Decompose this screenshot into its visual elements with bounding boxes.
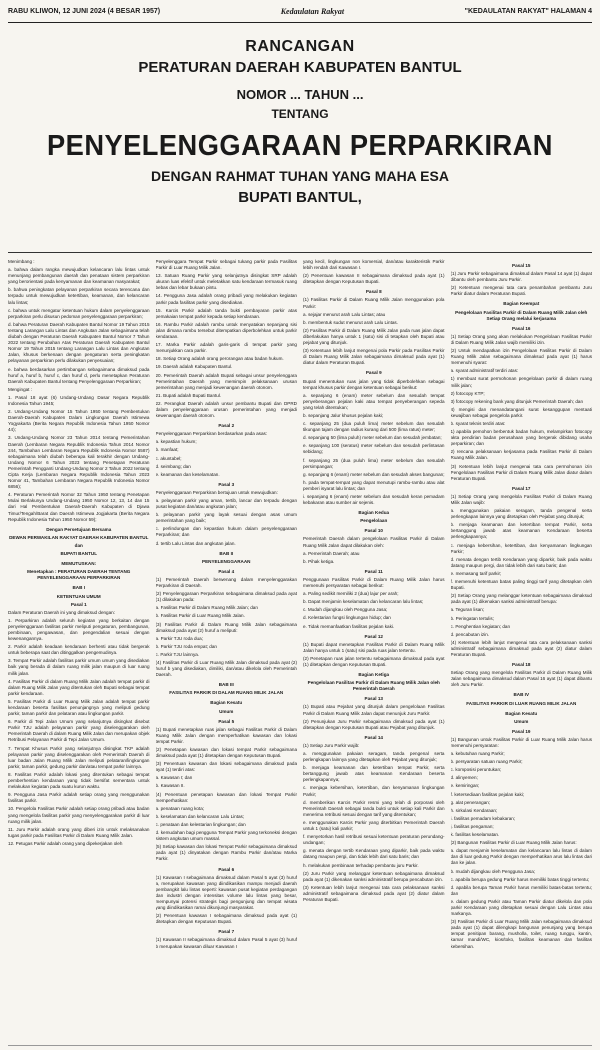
pasal7-list xyxy=(156,937,298,949)
list-item: b. membentuk sudut menurut arah Lalu Lintas. xyxy=(303,319,398,325)
list-item: 1. Pasal 18 ayat (6) Undang-Undang Dasar Negara Republik Indonesia Tahun 1945; xyxy=(8,394,150,406)
list-item: (3) Fasilitas Parkir di Dalam Ruang Milik Jalan sebagaimana dimaksud pada ayat (2) huruf a meliputi: xyxy=(155,621,297,633)
list-item: a. kepastian hukum; xyxy=(155,439,197,445)
pasal2-intro: Penyelenggaraan Perparkiran berdasarkan pada asas: xyxy=(155,431,268,437)
pasal13-heading: Pasal 13 xyxy=(364,696,383,702)
list-item: (1) Setiap Juru Parkir wajib: xyxy=(303,742,360,748)
definitions-list xyxy=(8,618,150,847)
list-item: h. pada tempat-tempat yang dapat menutupi rambu-rambu atau alat pemberi isyarat lalu lintas; dan xyxy=(303,479,445,491)
list-item: 5. Fasilitas Parkir di Luar Ruang Milik Jalan adalah tempat parkir kendaraan beserta fasilitas penunjangnya yang meliputi gedung parkir, taman parkir dan pelataran atau lingkungan parkir. xyxy=(8,698,150,717)
list-item: b. bahwa peningkatan pelayanan perparkiran secara terencana dan terpadu untuk mewujudkan ketertiban, keamanan, dan kelancaran lalu lintas; xyxy=(8,287,150,305)
list-item: (2) Juru Parkir yang melanggar ketentuan sebagaimana dimaksud pada ayat (1) dikenakan sanksi administratif berupa pencabutan izin. xyxy=(303,870,445,882)
list-item: d. alinyemen; xyxy=(450,775,478,781)
bagian5-title: Umum xyxy=(514,718,529,724)
list-item: 8. Fasilitas Parkir adalah lokasi yang ditentukan sebagai tempat pemberhentian kendaraan yang tidak bersifat sementara untuk melakukan kegiatan pada suatu kurun waktu. xyxy=(8,771,150,790)
list-item: b. Peringatan tertulis; xyxy=(450,615,494,621)
list-item: b. keselamatan dan kelancaran Lalu Lintas; xyxy=(155,813,245,819)
menetapkan-text: Menetapkan : PERATURAN DAERAH TENTANG PENYELENGGARAAN PERPARKIRAN xyxy=(27,569,131,581)
bagian1-heading: Bagian Kesatu xyxy=(210,700,243,706)
list-item: (1) Pemerintah Daerah berwenang dalam menyelenggarakan Perparkiran di Daerah. xyxy=(155,576,297,589)
list-item: e. menggunakan Karcis Parkir yang diterbitkan Pemerintah Daerah untuk 1 (satu) kali parkir; xyxy=(303,819,445,832)
list-item: a. Fasilitas Parkir di Dalam Ruang Milik Jalan; dan xyxy=(155,605,258,611)
list-item: 13. Satuan Ruang Parkir yang selanjutnya disingkat SRP adalah ukuran luas efektif untuk meletakkan satu kendaraan termasuk ruang bebas dan lebar bukaan pintu. xyxy=(155,273,297,291)
pasal13-list xyxy=(303,704,445,730)
list-item: (1) Bupati dapat menetapkan Fasilitas Parkir di Dalam Ruang Milik Jalan hanya untuk 1 (satu) sisi pada ruas jalan tertentu. xyxy=(303,641,445,653)
list-item: b. Pihak ketiga. xyxy=(303,558,335,564)
list-item: (2) Penentuan kawasan II sebagaimana dimaksud pada ayat (1) ditetapkan dengan Keputusan Bupati. xyxy=(303,273,445,285)
list-item: b. persyaratan satuan ruang Parkir; xyxy=(450,759,523,765)
list-item: (5) Setiap kawasan dan lokasi Tempat Parkir sebagaimana dimaksud pada ayat (1) dinyatakan dengan Rambu Parkir dan/atau Marka Parkir. xyxy=(155,844,297,862)
list-item: (4) Fasilitas Parkir di Luar Ruang Milik Jalan dimaksud pada ayat (2) huruf b yang disediakan, dimiliki, dan/atau dikelola oleh Pemerintah Daerah. xyxy=(155,659,297,678)
list-item: f. memenuhi ketentuan batas paling tinggi tarif yang ditetapkan oleh Bupati. xyxy=(450,579,592,591)
list-item: (2) Ketentuan mengenai tata cara penambahan pembantu Juru Parkir diatur dalam Peraturan Bupati. xyxy=(450,285,592,297)
mengingat-list xyxy=(8,395,150,523)
list-item: a. Pemerintah Daerah; atau xyxy=(303,550,360,556)
list-item: 15. Karcis Parkir adalah tanda bukti pembayaran parkir atas pemakaian tempat parkir kepada setiap kendaraan. xyxy=(155,307,297,319)
title-rahmat: DENGAN RAHMAT TUHAN YANG MAHA ESA xyxy=(151,168,449,184)
list-item: e. sepanjang 100 (seratus) meter sebelum dan sesudah perlintasan sebidang; xyxy=(303,443,445,455)
list-item: 12. Petugas Parkir adalah orang yang dipekerjakan oleh xyxy=(8,840,123,846)
issue-date: RABU KLIWON, 12 JUNI 2024 (4 BESAR 1957) xyxy=(8,7,161,15)
list-item: d. menata dengan tertib Kendaraan yang diparkir, baik pada waktu datang maupun pergi, dan tidak lebih dari satu baris; dan xyxy=(450,556,592,568)
pasal5-list xyxy=(156,727,298,863)
pasal14-list xyxy=(303,743,445,903)
bab4-title: FASILITAS PARKIR DI LUAR RUANG MILIK JALAN xyxy=(466,700,577,706)
list-item: (1) Setiap Orang yang mengelola Fasilitas Parkir di Dalam Ruang Milik Jalan wajib: xyxy=(450,493,592,505)
list-item: b. Fasilitas Parkir di Luar Ruang Milik Jalan. xyxy=(155,613,245,619)
list-item: b. pelayanan parkir yang layak sesuai dengan asas umum pemerintahan yang baik; xyxy=(155,512,297,524)
list-item: (2) Setiap Orang yang melanggar ketentuan sebagaimana dimaksud pada ayat (1) dikenakan sanksi administratif berupa: xyxy=(450,593,592,605)
pasal18-heading: Pasal 18 xyxy=(512,662,531,668)
pasal9-intro: Bupati menentukan ruas jalan yang tidak diperbolehkan sebagai tempat khusus parkir dengan ketentuan sebagai berikut: xyxy=(303,378,445,390)
list-item: (3) Penentuan kawasan dan lokasi sebagaimana dimaksud pada ayat (1) terdiri atas: xyxy=(155,761,297,773)
list-item: b. Parkir TJU roda empat; dan xyxy=(155,643,217,649)
pasal6-heading: Pasal 6 xyxy=(218,866,235,872)
list-item: b. menjaga keamanan dan ketertiban tempat Parkir, serta bertanggung jawab atas keamanan Kendaraan beserta perlengkapannya; xyxy=(450,522,592,540)
pasal14-heading: Pasal 14 xyxy=(364,734,383,740)
list-item: 2) fotocopy KTP; xyxy=(450,390,485,396)
list-item: e. bahwa berdasarkan pertimbangan sebagaimana dimaksud pada huruf a, huruf b, huruf c, dan huruf d, perlu menetapkan Peraturan Daerah Kabupaten Bantul tentang Penyelenggaraan Perparkiran; xyxy=(8,366,150,384)
list-item: a. Paling sedikit memiliki 2 (dua) lajur per arah; xyxy=(303,591,399,597)
regulation-title-block xyxy=(8,23,592,253)
pasal11-heading: Pasal 11 xyxy=(364,568,383,574)
list-item: 17. Marka Parkir adalah garis-garis di tempat parkir yang menunjukkan cara parkir. xyxy=(155,342,297,354)
list-item: k. fasilitas keselamatan. xyxy=(450,832,500,838)
pasal8-heading: Pasal 8 xyxy=(365,289,382,295)
list-item: b. Dapat menjamin keselamatan dan kelancaran lalu lintas; xyxy=(303,599,424,605)
title-nomor: NOMOR ... TAHUN ... xyxy=(236,87,364,102)
list-item: 1. Perparkiran adalah seluruh kegiatan yang berkaitan dengan penyelenggaraan fasilitas parkir meliputi pengaturan, pembangunan, pembinaan, pengawasan, dan pengendalian sesuai dengan kewenangannya. xyxy=(8,617,150,642)
list-item: 16. Rambu Parkir adalah rambu untuk menyatakan sepanjang sisi jalan dimana rambu tersebut ditempatkan diperbolehkan untuk parkir kendaraan. xyxy=(155,321,297,340)
title-perda: PERATURAN DAERAH KABUPATEN BANTUL xyxy=(138,59,462,76)
list-item: yang kecil, lingkungan non komersial, dan/atau karakteristik Parkir lebih rendah dari Kawasan I. xyxy=(303,259,445,271)
list-item: c. apabila berupa gedung Parkir harus memiliki batas tinggi tertentu; xyxy=(450,876,590,882)
list-item: c. Penghentian kegiatan; dan xyxy=(450,623,511,629)
list-item: c. penataan dan kelestarian lingkungan; dan xyxy=(155,821,246,827)
pasal17-heading: Pasal 17 xyxy=(512,485,531,491)
list-item: 18. Setiap Orang adalah orang perorangan atau badan hukum. xyxy=(155,356,284,362)
pasal12-list xyxy=(303,642,445,668)
list-item: 9. Pengguna Jasa Parkir adalah setiap orang yang menggunakan fasilitas parkir. xyxy=(8,792,150,804)
list-item: 3. Tempat Parkir adalah fasilitas parkir umum umum yang disediakan baik yang berada di dalam ruang milik jalan maupun di luar ruang milik jalan. xyxy=(8,658,150,676)
list-item: b. menjaga keamanan dan ketertiban tempat Parkir, serta bertanggung jawab atas keamanan Kendaraan beserta perlengkapannya; xyxy=(303,765,445,783)
bagian2-heading: Bagian Kedua xyxy=(358,510,390,516)
pasal1-heading: Pasal 1 xyxy=(70,601,87,607)
list-item: h. melakukan pembinaan terhadap pembantu juru Parkir. xyxy=(303,862,419,868)
pasal11-list xyxy=(303,577,445,630)
list-item: (1) Kawasan I sebagaimana dimaksud dalam Pasal 5 ayat (3) huruf a, merupakan kawasan yang diindikasikan mampu menjadi daerah pembangkit lalu lintas seperti: kawasan pusat kegiatan perdagangan dan industri dengan intensitas volume lalu lintas yang besar, mempunyai potensi strategis bagi pengunjung dan tempat wisata yang diindikasikan ramai dikunjungi masyarakat. xyxy=(155,874,297,911)
pasal7-heading: Pasal 7 xyxy=(218,929,235,935)
pasal16-list xyxy=(451,334,593,482)
list-item: 11. Juru Parkir adalah orang yang diberi izin untuk melaksanakan tugas parkir pada Fasilitas Parkir di Dalam Ruang Milik Jalan. xyxy=(8,826,150,838)
list-item: (3) Fasilitas Parkir di Luar Ruang Milik Jalan sebagaimana dimaksud pada ayat (1) dapat dilengkapi bangunan penunjang yang berupa tempat penitipan barang, musholla, toilet, ruang tunggu, kantin, kamar mandi/WC, kios/toko, fasilitas keamanan dan fasilitas kebersihan. xyxy=(450,919,592,949)
list-item: c. akuntabel; xyxy=(155,455,182,461)
list-item: (3) Ketentuan lebih lanjut mengenai tata cara permohonan izin Pengelolaan Fasilitas Parkir di Dalam Ruang Milik Jalan diatur dalam Peraturan Bupati. xyxy=(450,463,592,481)
pasal4-list xyxy=(156,577,298,678)
list-item: 22. Perangkat Daerah adalah unsur pembantu Bupati dan DPRD dalam penyelenggaraan urusan pemerintahan yang menjadi kewenangan daerah otonom. xyxy=(155,400,297,419)
list-item: d. seimbang; dan xyxy=(155,463,191,469)
list-item: a. kebutuhan ruang Parkir; xyxy=(450,751,505,757)
dan-text: dan xyxy=(74,542,83,548)
pasal16-heading: Pasal 16 xyxy=(512,325,531,331)
bagian3-title: Pengelolaan Fasilitas Parkir di Dalam Ruang Milik Jalan oleh Pemerintah Daerah xyxy=(307,680,440,692)
pasal19-list xyxy=(451,737,593,950)
masthead xyxy=(8,0,592,23)
list-item: (1) Bangunan untuk Fasilitas Parkir di Luar Ruang Milik Jalan harus memenuhi persyaratan: xyxy=(450,736,592,748)
list-item: b. syarat teknis terdiri atas: xyxy=(450,420,506,426)
pasal9-list xyxy=(303,393,445,507)
title-tentang: TENTANG xyxy=(271,107,329,121)
list-item: 6. Parkir di Tepi Jalan Umum yang selanjutnya disingkat disebut Parkir TJU adalah pelayanan parkir yang diselenggarakan oleh Pemerintah Daerah di dalam Ruang Milik Jalan dan merupakan objek Retribusi Pelayanan Parkir di Tepi Jalan Umum. xyxy=(8,719,150,743)
list-item: (2) Penyelenggaraan Perparkiran sebagaimana dimaksud pada ayat (1) dilakukan pada: xyxy=(155,591,297,603)
list-item: a. Teguran lisan; xyxy=(450,607,485,613)
list-item: (2) Penetapan kawasan dan lokasi tempat Parkir sebagaimana dimaksud pada ayat (1) ditetapkan dengan Keputusan Bupati. xyxy=(155,747,297,759)
list-item: d. pencabutan izin. xyxy=(450,631,490,637)
list-item: 7. Tempat Khusus Parkir yang selanjutnya disingkat TKP adalah pelayanan parkir yang diselenggarakan oleh Pemerintah Daerah di luar badan Jalan Ruang Milik Jalan meliputi pelataran/lingkungan parkir, taman parkir, gedung parkir dan/atau tempat parkir lainnya. xyxy=(8,745,150,769)
list-item: h. sirkulasi Kendaraan; xyxy=(450,807,498,813)
title-rancangan: RANCANGAN xyxy=(245,38,355,55)
list-item: i. fasilitas pemadam kebakaran; xyxy=(450,815,516,821)
list-item: 2. Undang-Undang Nomor 15 Tahun 1950 tentang Pembentukan Daerah-Daerah Kabupaten Dalam Lingkungan Daerah Istimewa Yogyakarta (Berita Negara Republik Indonesia Tahun 1950 Nomor 44); xyxy=(8,409,150,433)
pasal2-heading: Pasal 2 xyxy=(218,423,235,429)
bagian3-heading: Bagian Ketiga xyxy=(358,672,390,678)
title-bupati: BUPATI BANTUL, xyxy=(238,189,362,206)
pasal8-list xyxy=(303,297,445,366)
list-item: a. sepanjang 6 (enam) meter sebelum dan sesudah tempat penyeberangan pejalan kaki atau tempat penyeberangan sepeda yang telah ditentukan; xyxy=(303,392,445,410)
list-item: a. sejajar menurut arah Lalu Lintas; atau xyxy=(303,311,386,317)
list-item: (2) Bangunan Fasilitas Parkir di Luar Ruang Milik Jalan harus: xyxy=(450,840,577,846)
list-item: c. bahwa untuk mengatur ketentuan hukum dalam penyelenggaraan perparkiran perlu disusun pedoman penyelenggaraan perparkiran; xyxy=(8,307,150,319)
list-item: d. apabila berupa Taman Parkir harus memiliki batas-batas tertentu; dan xyxy=(450,884,592,896)
list-item: (3) Ketentuan lebih lanjut mengenai pola Parkir pada Fasilitas Parkir di Dalam Ruang Milik Jalan sebagaimana dimaksud pada ayat (1) diatur dalam Peraturan Bupati. xyxy=(303,348,445,366)
list-item: a. bahwa dalam rangka mewujudkan kelancaran lalu lintas untuk menunjang pembangunan daerah dan penataan sistem perparkiran yang berorientasi pada kenyamanan dan keamanan masyarakat; xyxy=(8,267,150,285)
bab3-title: FASILITAS PARKIR DI DALAM RUANG MILIK JALAN xyxy=(169,690,284,696)
list-item: e. kemiringan; xyxy=(450,783,480,789)
pasal2-list xyxy=(156,439,298,477)
pasal18-text: Setiap Orang yang mengelola Fasilitas Parkir di Dalam Ruang Milik Jalan sebagaimana dimaksud dalam Pasal 16 ayat (1) dapat dibantu oleh Juru Parkir. xyxy=(450,670,592,688)
list-item: a. penataan ruang kota; xyxy=(155,805,205,811)
list-item: (4) Penentuan penetapan kawasan dan lokasi Tempat Parkir memperhatikan: xyxy=(155,791,297,803)
list-item: 1) apabila pemohon berbentuk badan hukum, melampirkan fotocopy akta pendirian badan perusahaan yang bergerak dibidang usaha perparkiran; dan xyxy=(450,429,592,447)
pasal19-heading: Pasal 19 xyxy=(512,728,531,734)
bab3-heading: BAB III xyxy=(218,682,234,688)
newspaper-brand: Kedaulatan Rakyat xyxy=(280,6,345,16)
footer-rule xyxy=(8,1045,592,1046)
column3-top xyxy=(303,259,445,285)
pasal6-list xyxy=(156,875,298,926)
list-item: (2) Penentuan kawasan I sebagaimana dimaksud pada ayat (1) ditetapkan dengan Keputusan Bupati. xyxy=(155,913,297,925)
list-item: e. keamanan dan keselamatan. xyxy=(155,471,220,477)
bab1-title: KETENTUAN UMUM xyxy=(56,593,101,599)
list-item: 3. Undang-Undang Nomor 23 Tahun 2014 tentang Pemerintahan Daerah (Lembaran Negara Republik Indonesia Tahun 2014 Nomor 244, Tambahan Lembaran Negara Republik Indonesia Nomor 5587) sebagaimana telah diubah beberapa kali terakhir dengan Undang-Undang Nomor 6 Tahun 2023 tentang Penetapan Peraturan Pemerintah Pengganti Undang-Undang Nomor 2 Tahun 2022 tentang Cipta Kerja (Lembaran Negara Republik Indonesia Tahun 2023 Nomor 41, Tambahan Lembaran Negara Republik Indonesia Nomor 6856); xyxy=(8,435,150,490)
list-item: g. alat penerangan; xyxy=(450,799,491,805)
list-item: d. tertib Lalu Lintas dan angkutan jalan. xyxy=(155,540,236,546)
bab2-title: PENYELENGGARAAN xyxy=(202,558,251,564)
list-item: (4) Ketentuan lebih lanjut mengenai tata cara pelaksanaan sanksi administratif sebagaimana dimaksud pada ayat (2) diatur dalam Peraturan Bupati. xyxy=(450,639,592,657)
menimbang-list xyxy=(8,267,150,385)
list-item: 2. Parkir adalah keadaan kendaraan berhenti atau tidak bergerak untuk beberapa saat dan ditinggalkan pengemudinya. xyxy=(8,644,150,656)
column-2 xyxy=(156,259,298,1049)
list-item: (1) Juru Parkir sebagaimana dimaksud dalam Pasal 14 ayat (1) dapat dibantu oleh pembantu Juru Parkir. xyxy=(450,271,592,283)
list-item: c. Mudah dijangkau oleh Pengguna Jasa; xyxy=(303,607,388,613)
pasal15-list xyxy=(451,271,593,297)
list-item: b. Kawasan II. xyxy=(155,783,185,789)
list-item: 3) fotocopy rekening bank yang ditunjuk Pemerintah Daerah; dan xyxy=(450,398,584,404)
article-columns xyxy=(8,253,592,1049)
list-item: b. manfaat; xyxy=(155,447,179,453)
list-item: d. sepanjang 50 (lima puluh) meter sebelum dan sesudah jembatan; xyxy=(303,435,442,441)
list-item: g. sepanjang 6 (enam) meter sebelum dan sesudah akses bangunan; xyxy=(303,471,445,477)
definitions-continued xyxy=(156,259,298,419)
list-item: c. Parkir TJU lainnya. xyxy=(155,651,200,657)
list-item: c. perlindungan dan kepastian hukum dalam penyelenggaraan Perparkiran; dan xyxy=(155,526,297,538)
list-item: e. memasang tarif parkir; xyxy=(450,570,502,576)
list-item: 19. Daerah adalah Kabupaten Bantul. xyxy=(155,364,233,370)
bagian5-heading: Bagian Kesatu xyxy=(505,710,538,716)
list-item: 10. Pengelola Fasilitas Parkir adalah setiap orang pribadi atau badan yang mengelola fasilitas parkir yang menyelenggarakan parkir di luar ruang milik jalan. xyxy=(8,806,150,824)
bab4-heading: BAB IV xyxy=(513,692,530,698)
list-item: a. syarat administratif terdiri atas: xyxy=(450,368,519,374)
pasal10-list xyxy=(303,536,445,564)
bab2-heading: BAB II xyxy=(219,550,234,556)
list-item: (2) Untuk mendapatkan izin Pengelolaan Fasilitas Parkir di Dalam Ruang Milik Jalan sebagaimana dimaksud pada ayat (1) harus memenuhi syarat: xyxy=(450,348,592,366)
list-item: 4. Peraturan Pemerintah Nomor 32 Tahun 1950 tentang Penetapan Mulai Berlakunya Undang-Undang 1950 Nomor 12, 13, 14 dan 15 dari Hal Pembentukan Daerah-Daerah Kabupaten di Djawa Timur/Tengah/Barat dan Daerah Istimewa Jogjakarta (Berita Negara Republik Indonesia Tahun 1950 Nomor 59); xyxy=(8,492,150,522)
list-item: c. menjaga kebersihan, ketertiban, dan kenyamanan lingkungan Parkir; xyxy=(303,785,445,797)
bupati-heading: BUPATI BANTUL xyxy=(60,551,98,557)
list-item: (1) Kawasan II sebagaimana dimaksud dalam Pasal 5 ayat (3) huruf b merupakan kawasan diluar Kawasan I xyxy=(155,937,297,949)
list-item: 1) membuat surat permohonan pengelolaan parkir di dalam ruang milik jalan; xyxy=(450,376,592,388)
bagian4-heading: Bagian Keempat xyxy=(503,301,540,307)
list-item: b. mudah dijangkau oleh Pengguna Jasa; xyxy=(450,868,536,874)
menimbang-label: Menimbang : xyxy=(8,259,35,264)
list-item: Penggunaan Fasilitas Parkir di Dalam Ruang Milik Jalan harus memenuhi persyaratan sebagai berikut: xyxy=(303,576,445,589)
list-item: 20. Pemerintah Daerah adalah Bupati sebagai unsur penyelenggara Pemerintahan Daerah yang memimpin pelaksanaan urusan pemerintahan yang menjadi kewenangan daerah otonom. xyxy=(155,372,297,390)
list-item: c. komposisi peruntukan; xyxy=(450,767,502,773)
pasal15-heading: Pasal 15 xyxy=(512,263,531,268)
list-item: d. kemudahan bagi pengguna Tempat Parkir yang terkoneksi dengan sistem angkutan umum massal. xyxy=(155,830,297,842)
list-item: (2) Penunjukan Juru Parkir sebagaimana dimaksud pada ayat (1) ditetapkan dengan Keputusan Bupati atau Pejabat yang ditunjuk. xyxy=(303,718,445,730)
list-item: j. fasilitas pengaman; xyxy=(450,823,494,829)
title-main: PENYELENGGARAAN PERPARKIRAN xyxy=(47,130,553,162)
list-item: a. dapat menjamin keselamatan dan kelancaran lalu lintas di dalam dan di luar gedung Parkir dengan memperhatikan arus lalu lintas dari dan ke jalan. xyxy=(450,848,592,866)
list-item: a. menggunakan pakaian seragam, tanda pengenal serta perlengkapan lainnya yang ditetapkan oleh Pejabat yang ditunjuk; xyxy=(450,508,592,520)
list-item: (2) Penetapan ruas jalan tertentu sebagaimana dimaksud pada ayat (1) ditetapkan dengan Keputusan Bupati. xyxy=(303,655,445,667)
list-item: a. menggunakan pakaian seragam, tanda pengenal serta perlengkapan lainnya yang ditetapkan oleh Pejabat yang ditunjuk; xyxy=(303,751,445,763)
list-item: 4) mengisi dan menandatangani surat kesanggupan mentaati kewajiban sebagai pengelola parkir. xyxy=(450,406,592,418)
pasal12-heading: Pasal 12 xyxy=(364,633,383,639)
dprd-heading: DEWAN PERWAKILAN RAKYAT DAERAH KABUPATEN BANTUL xyxy=(9,534,149,540)
list-item: a. Kawasan I; dan xyxy=(155,775,193,781)
list-item: (1) Setiap Orang yang akan melakukan Pengelolaan Fasilitas Parkir di Dalam Ruang Milik Jalan wajib memiliki izin. xyxy=(450,333,592,345)
column-4 xyxy=(451,259,593,1049)
mengingat-label: Mengingat : xyxy=(8,386,33,392)
pasal3-intro: Penyelenggaraan Perparkiran bertujuan untuk mewujudkan: xyxy=(155,489,278,495)
list-item: f. sepanjang 25 (dua puluh lima) meter sebelum dan sesudah persimpangan; xyxy=(303,457,445,469)
list-item: i. sepanjang 6 (enam) meter sebelum dan sesudah keran pemadam kebakaran atau sumber air sejenis. xyxy=(303,494,445,506)
pasal5-heading: Pasal 5 xyxy=(218,718,235,724)
memutuskan-heading: MEMUTUSKAN: xyxy=(61,561,97,567)
list-item: 21. Bupati adalah Bupati Bantul. xyxy=(155,392,222,398)
list-item: g. menata dengan tertib Kendaraan yang diparkir, baik pada waktu datang maupun pergi, dan tidak lebih dari satu baris; dan xyxy=(303,848,445,860)
list-item: b. sepanjang Jalur khusus pejalan kaki; xyxy=(303,412,384,418)
column-3 xyxy=(303,259,445,1049)
list-item: (2) Fasilitas Parkir di Dalam Ruang Milik Jalan pada ruas jalan dapat diberlakukan hanya untuk 1 (satu) sisi di tetapkan oleh Bupati atau pejabat yang ditunjuk. xyxy=(303,327,445,346)
list-item: a. pelayanan parkir yang aman, tertib, lancar dan terpadu dengan pusat kegiatan dan/atau angkutan jalan; xyxy=(155,498,297,510)
list-item: e. Tidak memanfaatkan fasilitas pejalan kaki. xyxy=(303,623,395,629)
list-item: Pemerintah Daerah dalam pengelolaan Fasilitas Parkir di Dalam Ruang Milik Jalan dapat dilakukan oleh: xyxy=(303,536,445,548)
list-item: 2) rencana pelaksanaan kerjasama pada Fasilitas Parkir di Dalam Ruang Milik Jalan. xyxy=(450,449,592,461)
list-item: d. Kelestarian fungsi lingkungan hidup; dan xyxy=(303,615,391,621)
pasal9-heading: Pasal 9 xyxy=(365,370,382,376)
list-item: f. menyetorkan hasil retribusi sesuai ketentuan peraturan perundang-undangan; xyxy=(303,834,445,846)
page-number: "KEDAULATAN RAKYAT" HALAMAN 4 xyxy=(464,7,592,15)
list-item: d. memberikan Karcis Parkir resmi yang telah di porporasi oleh Pemerintah Daerah sebagai tanda bukti untuk setiap kali Parkir dan menerima retribusi sesuai dengan tarif yang ditentukan; xyxy=(303,799,445,817)
bagian1-title: Umum xyxy=(219,708,234,714)
list-item: (1) Fasilitas Parkir di Dalam Ruang Milik Jalan menggunakan pola Parkir: xyxy=(303,297,445,309)
list-item: Penyelenggara Tempat Parkir sebagai tukang parkir pada Fasilitas Parkir di Luar Ruang Milik Jalan. xyxy=(155,259,297,271)
bagian4-title: Pengelolaan Fasilitas Parkir di Dalam Ruang Milik Jalan oleh Setiap Orang melalui kerjasama xyxy=(455,309,588,321)
list-item: e. dalam gedung Parkir atau Taman Parkir diatur dikelola dan pola parkir Kendaraan yang ditetapkan sesuai dengan Lalu Lintas atau markanya. xyxy=(450,898,592,917)
pasal4-heading: Pasal 4 xyxy=(218,568,235,574)
list-item: f. ketersediaan fasilitas pejalan kaki; xyxy=(450,791,525,797)
pasal1-intro: Dalam Peraturan Daerah ini yang dimaksud dengan: xyxy=(8,609,115,615)
list-item: d. bahwa Peraturan Daerah Kabupaten Bantul Nomor 19 Tahun 2015 tentang Larangan Lalu Lintas dan Angkutan Jalan sebagaimana telah diubah dengan Peraturan Daerah Kabupaten Bantul Nomor 7 Tahun 2022 tentang Perubahan Atas Peraturan Daerah Kabupaten Bantul Nomor 19 Tahun 2015 tentang Larangan Lalu Lintas dan Angkutan Jalan, khusus berkenaan dengan pengaturan serta peningkatan pelayanan perparkiran perlu dilakukan penyesuaian; xyxy=(8,321,150,364)
list-item: a. Parkir TJU roda dua; xyxy=(155,635,203,641)
persetujuan-heading: Dengan Persetujuan Bersama xyxy=(46,526,112,532)
pasal3-heading: Pasal 3 xyxy=(218,481,235,487)
column-1 xyxy=(8,259,150,1049)
list-item: (1) Bupati menetapkan ruas jalan sebagai Fasilitas Parkir di Dalam Ruang Milik Jalan dengan memperhatikan kawasan dan lokasi tempat Parkir. xyxy=(155,726,297,744)
list-item: 14. Pengguna Jasa adalah orang pribadi yang melakukan kegiatan parkir pada fasilitas parkir yang disediakan. xyxy=(155,293,297,305)
pasal10-heading: Pasal 10 xyxy=(364,528,383,534)
list-item: c. menjaga kebersihan, ketertiban, dan kenyamanan lingkungan Parkir; xyxy=(450,542,592,554)
bagian2-title: Pengelolaan xyxy=(360,518,388,524)
bab1-heading: BAB I xyxy=(72,585,85,591)
pasal3-list xyxy=(156,498,298,547)
list-item: (3) Ketentuan lebih lanjut mengenai tata cara pelaksanaan sanksi administratif sebagaimana dimaksud pada ayat (2) diatur dalam Peraturan Bupati. xyxy=(303,884,445,902)
list-item: c. sepanjang 25 (dua puluh lima) meter sebelum dan sesudah tikungan tajam dengan radius kurang dari 500 (lima ratus) meter; xyxy=(303,421,445,433)
pasal17-list xyxy=(451,494,593,658)
list-item: (1) Bupati atau Pejabat yang ditunjuk dalam pengelolaan Fasilitas Parkir di Dalam Ruang Milik Jalan dapat menunjuk Juru Parkir. xyxy=(303,704,445,716)
list-item: 4. Fasilitas Parkir di dalam Ruang Milik Jalan adalah tempat parkir di dalam Ruang Milik Jalan yang ditentukan oleh Bupati sebagai tempat parkir kendaraan. xyxy=(8,678,150,696)
